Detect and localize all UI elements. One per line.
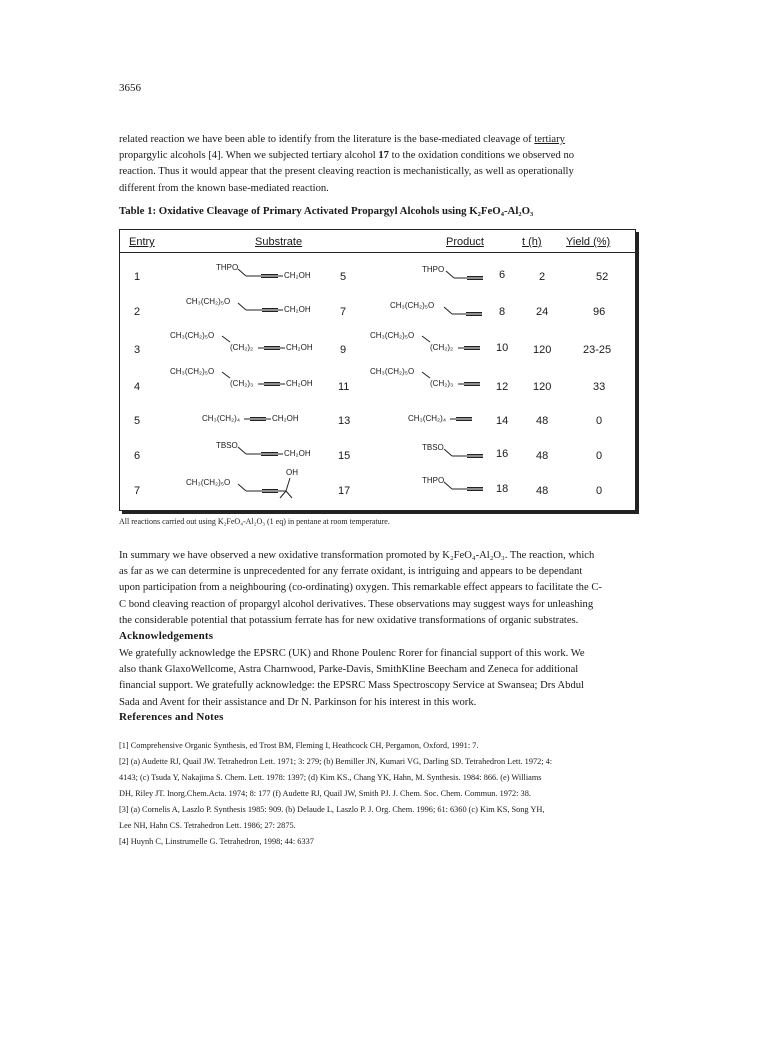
- header-yield: Yield (%): [566, 236, 611, 248]
- compound-number: 8: [499, 306, 506, 318]
- compound-number: 13: [338, 415, 351, 427]
- substrate-structure: CH₃(CH₂)₅O CH₂OH: [186, 297, 311, 314]
- page-number: 3656: [119, 82, 141, 94]
- header-product: Product: [446, 236, 484, 248]
- compound-number: 11: [338, 381, 350, 393]
- reference-line: 4143; (c) Tsuda Y, Nakajima S. Chem. Lett. 1978: 1397; (d) Kim KS., Chang YK, Hahn, M. Synthesis. 1984: 866. (e) Williams: [119, 773, 542, 782]
- header-entry: Entry: [129, 236, 155, 248]
- reference-line: [2] (a) Audette RJ, Quail JW. Tetrahedron Lett. 1971; 3: 279; (b) Bemiller JN, Kumari VG, Darling SD. Tetrahedron Lett. 1972; 4:: [119, 757, 553, 766]
- header-time: t (h): [522, 236, 542, 248]
- product-structure: CH₃(CH₂)₅O (CH₂)₂: [370, 331, 454, 352]
- compound-number: 6: [499, 269, 506, 281]
- reference-line: DH, Riley JT. Inorg.Chem.Acta. 1974; 8: 177 (f) Audette RJ, Quail JW, Smith PJ. J. Chem. Soc. Chem. Commun. 1972: 38.: [119, 789, 531, 798]
- references-heading: References and Notes: [119, 711, 224, 723]
- product-structure: TBSO: [422, 443, 492, 465]
- substrate-structure: CH₃(CH₂)₅O OH: [186, 468, 346, 500]
- product-structure: CH₃(CH₂)₅O (CH₂)₃: [370, 367, 454, 388]
- compound-ref: 17: [378, 150, 389, 162]
- product-structure: THPO: [422, 265, 492, 287]
- substrate-structure: CH₃(CH₂)₄ CH₂OH: [202, 414, 299, 423]
- acknowledgements-paragraph: We gratefully acknowledge the EPSRC (UK) and Rhone Poulenc Rorer for financial support of this work. We also thank GlaxoWellcome, Astra Charnwood, Parke-Davis, SmithKline Beecham and Zeneca for additional financial support. We gratefully acknowledge: the EPSRC Mass Spectroscopy Service at Swansea; Drs Abdul Sada and Avent for their assistance and Dr N. Parkinson for his interest in this work.: [119, 648, 585, 708]
- compound-number: 17: [338, 485, 351, 497]
- substrate-structure: TBSO CH₂OH: [216, 441, 311, 458]
- header-substrate: Substrate: [255, 236, 303, 248]
- product-structure: CH₃(CH₂)₄: [408, 414, 447, 423]
- table-caption: Table 1: Oxidative Cleavage of Primary Activated Propargyl Alcohols using K₂FeO₄-Al₂O₃: [119, 205, 534, 217]
- compound-number: 15: [338, 450, 351, 462]
- intro-paragraph: related reaction we have been able to identify from the literature is the base-mediated cleavage of tertiary propargylic alcohols [4]. When we subjected tertiary alcohol 17 to the oxidation conditions we observed no reaction. Thus it would appear that the present cleaving reaction is mechanistically, as well as operationally different from the known base-mediated reaction.: [119, 134, 575, 194]
- reference-line: Lee NH, Hahn CS. Tetrahedron Lett. 1986; 27: 2875.: [119, 821, 296, 830]
- compound-number: 5: [340, 271, 347, 283]
- results-table: Entry Substrate Product t (h) Yield (%) 1 THPO CH₂OH 5 THPO 6 2 52 2 CH₃(CH₂)₅O CH₂OH 7 CH₃(CH₂)₅O 8 24 96 3 CH₃(CH₂)₅O (CH₂)₂ CH₂OH 9 CH₃(CH₂)₅O (CH₂)₂ 10 120 23-25 4 CH₃(CH₂)₅O (CH₂)₃ CH₂OH 11 CH₃(CH₂)₅O (CH₂)₃ 12 120 33 5 CH₃(CH₂)₄ CH₂OH 13 CH₃(CH₂)₄ 14 48 0 6 TBSO CH₂OH 15 TBSO 16 48 0 7 CH₃(CH₂)₅O OH 17 THPO 18 48 0: [119, 229, 636, 511]
- compound-number: 12: [496, 381, 509, 393]
- reference-line: [3] (a) Cornelis A, Laszlo P. Synthesis 1985: 909. (b) Delaude L, Laszlo P. J. Org. Chem. 1996; 61: 6360 (c) Kim KS, Song YH,: [119, 805, 545, 814]
- product-structure: CH₃(CH₂)₅O: [390, 301, 490, 323]
- acknowledgements-heading: Acknowledgements: [119, 630, 214, 642]
- table-footnote: All reactions carried out using K₂FeO₄-Al₂O₃ (1 eq) in pentane at room temperature.: [119, 517, 390, 526]
- compound-number: 9: [340, 344, 347, 356]
- compound-number: 14: [496, 415, 509, 427]
- substrate-structure: THPO CH₂OH: [216, 263, 311, 280]
- underlined-word: tertiary: [534, 134, 565, 145]
- reference-line: [4] Huynh C, Linstrumelle G. Tetrahedron, 1998; 44: 6337: [119, 837, 314, 846]
- compound-number: 18: [496, 483, 509, 495]
- substrate-structure: CH₃(CH₂)₅O (CH₂)₂ CH₂OH: [170, 331, 313, 352]
- references-list: [119, 738, 667, 850]
- compound-number: 16: [496, 448, 509, 460]
- reference-line: [1] Comprehensive Organic Synthesis, ed Trost BM, Fleming I, Heathcock CH, Pergamon, Oxford, 1991: 7.: [119, 741, 479, 750]
- product-structure: THPO: [422, 476, 492, 498]
- compound-number: 10: [496, 342, 509, 354]
- substrate-structure: CH₃(CH₂)₅O (CH₂)₃ CH₂OH: [170, 367, 313, 388]
- header-divider: [120, 252, 635, 253]
- compound-number: 7: [340, 306, 347, 318]
- summary-paragraph: In summary we have observed a new oxidative transformation promoted by K₂FeO₄-Al₂O₃. The reaction, which as far as we can determine is unprecedented for any ferrate oxidant, is intriguing and appears to be dependant upon participation from a neighbouring (co-ordinating) oxygen. This remarkable effect appears to facilitate the C- C bond cleaving reaction of propargyl alcohol derivatives. These observations may suggest ways for unleashing the considerable potential that potassium ferrate has for new oxidative transformations of organic substrates.: [119, 550, 602, 626]
